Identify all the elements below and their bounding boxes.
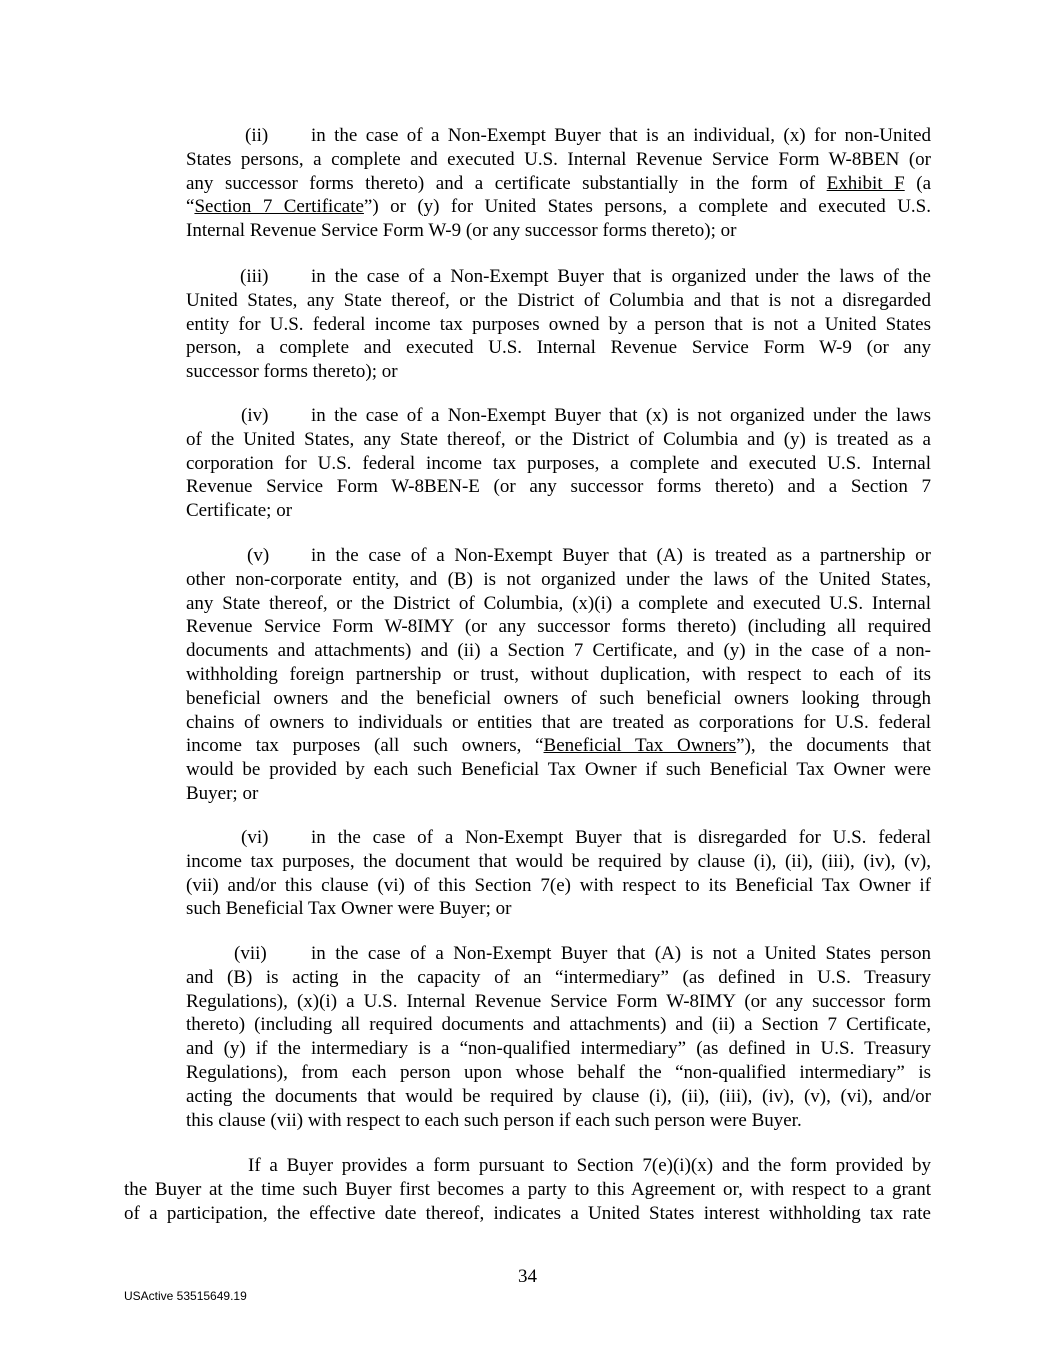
clause-line: of the United States, any State thereof, or the District of Columbia and (y) is treated as a: [186, 428, 931, 450]
paragraph-line: of a participation, the effective date thereof, indicates a United States interest withholding tax rate: [124, 1202, 931, 1224]
clause-line: Regulations), (x)(i) a U.S. Internal Revenue Service Form W-8IMY (or any successor form: [186, 990, 931, 1012]
section-7-certificate-term: Section 7 Certificate: [194, 196, 364, 218]
clause-line: withholding foreign partnership or trust, without duplication, with respect to each of its: [186, 663, 931, 685]
clause-line: beneficial owners and the beneficial owners of such beneficial owners looking through: [186, 687, 931, 709]
clause-iii: [186, 265, 931, 384]
clause-line: “Section 7 Certificate”) or (y) for United States persons, a complete and executed U.S.: [186, 196, 931, 218]
clause-line: entity for U.S. federal income tax purposes owned by a person that is not a United States: [186, 313, 931, 335]
clause-line: and (B) is acting in the capacity of an “intermediary” (as defined in U.S. Treasury: [186, 966, 931, 988]
clause-line: would be provided by each such Beneficial Tax Owner if such Beneficial Tax Owner were: [186, 759, 931, 781]
clause-line: any State thereof, or the District of Columbia, (x)(i) a complete and executed U.S. Internal: [186, 592, 931, 614]
clause-line: Revenue Service Form W-8BEN-E (or any successor forms thereto) and a Section 7: [186, 476, 931, 498]
clause-label: (iv): [241, 405, 269, 426]
clause-iv: [186, 404, 931, 523]
clause-line: such Beneficial Tax Owner were Buyer; or: [186, 898, 512, 920]
clause-line: United States, any State thereof, or the District of Columbia and that is not a disregarded: [186, 289, 931, 311]
clause-first-line: in the case of a Non-Exempt Buyer that (A) is not a United States person: [311, 943, 931, 964]
clause-line: any successor forms thereto) and a certificate substantially in the form of Exhibit F (a: [186, 172, 931, 194]
clause-first-line: in the case of a Non-Exempt Buyer that is an individual, (x) for non-United: [311, 125, 931, 146]
clause-label: (vi): [241, 827, 269, 848]
clause-line: acting the documents that would be required by clause (i), (ii), (iii), (iv), (v), (vi), and/or: [186, 1085, 931, 1107]
clause-label: (iii): [240, 266, 269, 287]
clause-first-line: in the case of a Non-Exempt Buyer that is disregarded for U.S. federal: [311, 827, 931, 848]
clause-line: documents and attachments) and (ii) a Section 7 Certificate, and (y) in the case of a non-: [186, 640, 931, 662]
clause-line: chains of owners to individuals or entities that are treated as corporations for U.S. federal: [186, 711, 931, 733]
clause-line: Certificate; or: [186, 500, 293, 522]
clause-vii: [186, 942, 931, 1132]
clause-line: income tax purposes, the document that would be required by clause (i), (ii), (iii), (iv), (v),: [186, 850, 931, 872]
paragraph-line: If a Buyer provides a form pursuant to Section 7(e)(i)(x) and the form provided by: [248, 1155, 931, 1176]
clause-first-line: in the case of a Non-Exempt Buyer that (x) is not organized under the laws: [311, 405, 931, 426]
clause-line: corporation for U.S. federal income tax purposes, a complete and executed U.S. Internal: [186, 452, 931, 474]
clause-label: (vii): [234, 943, 267, 964]
exhibit-f-ref: Exhibit F: [826, 172, 905, 194]
clause-line: this clause (vii) with respect to each such person if each such person were Buyer.: [186, 1109, 802, 1131]
closing-paragraph: [124, 1154, 931, 1225]
clause-line: Revenue Service Form W-8IMY (or any successor forms thereto) (including all required: [186, 616, 931, 638]
clause-line: Internal Revenue Service Form W-9 (or any successor forms thereto); or: [186, 220, 737, 242]
clause-line: Buyer; or: [186, 782, 259, 804]
paragraph-line: the Buyer at the time such Buyer first becomes a party to this Agreement or, with respect to a grant: [124, 1178, 931, 1200]
clause-first-line: in the case of a Non-Exempt Buyer that (A) is treated as a partnership or: [311, 545, 931, 566]
clause-line: (vii) and/or this clause (vi) of this Section 7(e) with respect to its Beneficial Tax Owner if: [186, 874, 931, 896]
beneficial-tax-owners-term: Beneficial Tax Owners: [543, 735, 737, 757]
clause-line: income tax purposes (all such owners, “Beneficial Tax Owners”), the documents that: [186, 735, 931, 757]
clause-line: person, a complete and executed U.S. Internal Revenue Service Form W-9 (or any: [186, 337, 931, 359]
clause-line: and (y) if the intermediary is a “non-qualified intermediary” (as defined in U.S. Treasury: [186, 1038, 931, 1060]
clause-line: thereto) (including all required documents and attachments) and (ii) a Section 7 Certificate,: [186, 1014, 931, 1036]
clause-label: (v): [247, 545, 270, 566]
clause-line: States persons, a complete and executed U.S. Internal Revenue Service Form W-8BEN (or: [186, 148, 931, 170]
page-number: 34: [518, 1266, 537, 1287]
clause-ii: [186, 124, 931, 243]
clause-line: Regulations), from each person upon whose behalf the “non-qualified intermediary” is: [186, 1061, 931, 1083]
clause-first-line: in the case of a Non-Exempt Buyer that is organized under the laws of the: [311, 266, 931, 287]
clause-line: other non-corporate entity, and (B) is not organized under the laws of the United States,: [186, 568, 931, 590]
document-footer-id: USActive 53515649.19: [124, 1289, 247, 1303]
clause-label: (ii): [245, 125, 269, 146]
clause-vi: [186, 826, 931, 921]
clause-v: [186, 544, 931, 806]
clause-line: successor forms thereto); or: [186, 361, 398, 383]
